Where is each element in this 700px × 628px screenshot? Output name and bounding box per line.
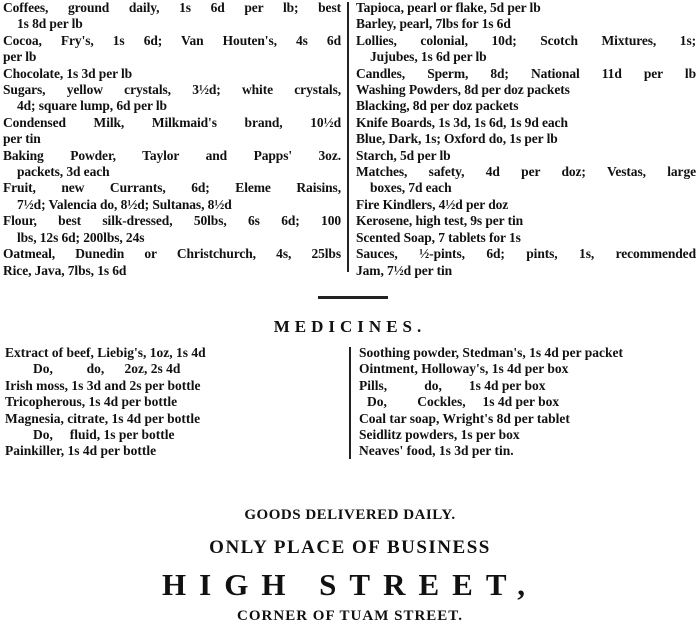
item-continuation: 1s 8d per lb	[17, 16, 83, 32]
item-line: Coffees, ground daily, 1s 6d per lb; best	[3, 0, 341, 15]
list-item	[3, 115, 341, 148]
list-item	[356, 213, 696, 229]
price-list-right-column	[356, 0, 696, 279]
section-divider	[318, 296, 388, 299]
list-item	[3, 82, 341, 115]
list-item: Soothing powder, Stedman's, 1s 4d per packet	[359, 345, 624, 360]
item-line: Rice, Java, 7lbs, 1s 6d	[3, 262, 127, 278]
list-item: Extract of beef, Liebig's, 1oz, 1s 4d	[5, 345, 206, 360]
list-item	[3, 263, 341, 279]
list-item: Do, Cockles, 1s 4d per box	[367, 394, 560, 410]
list-item: Do, do, 2oz, 2s 4d	[33, 361, 181, 377]
item-line: Sugars, yellow crystals, 3½d; white crystals,	[3, 82, 341, 98]
item-line: Sauces, ½-pints, 6d; pints, 1s, recommended	[356, 246, 696, 262]
high-street-heading: HIGH STREET,	[162, 567, 538, 602]
item-line: Oatmeal, Dunedin or Christchurch, 4s, 25lbs	[3, 246, 341, 262]
list-item	[3, 180, 341, 213]
medicines-right-column	[359, 345, 699, 460]
list-item	[356, 0, 696, 16]
list-item: Ointment, Holloway's, 1s 4d per box	[359, 361, 569, 377]
list-item	[356, 33, 696, 66]
list-item: Painkiller, 1s 4d per bottle	[5, 443, 157, 459]
list-item	[3, 246, 341, 262]
list-item	[3, 148, 341, 181]
list-item: Do, fluid, 1s per bottle	[33, 427, 175, 443]
list-item: Pills, do, 1s 4d per box	[359, 377, 546, 393]
list-item: Tricopherous, 1s 4d per bottle	[5, 394, 178, 410]
item-line: Kerosene, high test, 9s per tin	[356, 213, 524, 229]
item-continuation: 4d; square lump, 6d per lb	[17, 98, 167, 114]
list-item	[3, 66, 341, 82]
list-item: Irish moss, 1s 3d and 2s per bottle	[5, 377, 201, 393]
list-item: Magnesia, citrate, 1s 4d per bottle	[5, 410, 201, 426]
list-item	[356, 66, 696, 82]
item-line: Starch, 5d per lb	[356, 147, 451, 163]
item-continuation: packets, 3d each	[17, 164, 110, 180]
item-line: Lollies, colonial, 10d; Scotch Mixtures, 1s;	[356, 32, 696, 48]
item-line: Blacking, 8d per doz packets	[356, 98, 519, 114]
list-item	[3, 213, 341, 246]
list-item	[356, 197, 696, 213]
item-line: Matches, safety, 4d per doz; Vestas, large	[356, 164, 696, 180]
list-item	[356, 164, 696, 197]
item-line: Blue, Dark, 1s; Oxford do, 1s per lb	[356, 131, 558, 147]
list-item	[356, 98, 696, 114]
item-continuation: lbs, 12s 6d; 200lbs, 24s	[17, 229, 145, 245]
corner-line: CORNER OF TUAM STREET.	[237, 608, 463, 624]
only-place-line: ONLY PLACE OF BUSINESS	[209, 537, 491, 558]
item-continuation: boxes, 7d each	[370, 180, 452, 196]
column-divider	[347, 2, 349, 272]
item-line: Barley, pearl, 7lbs for 1s 6d	[356, 16, 511, 32]
item-line: Flour, best silk-dressed, 50lbs, 6s 6d; 100	[3, 213, 341, 229]
list-item	[3, 33, 341, 66]
item-line: Washing Powders, 8d per doz packets	[356, 82, 570, 98]
list-item: Neaves' food, 1s 3d per tin.	[359, 443, 514, 459]
item-line: Fruit, new Currants, 6d; Eleme Raisins,	[3, 180, 341, 196]
list-item	[356, 131, 696, 147]
item-continuation: per lb	[3, 49, 37, 65]
list-item	[356, 148, 696, 164]
item-continuation: Jujubes, 1s 6d per lb	[370, 49, 487, 65]
list-item	[356, 246, 696, 262]
list-item	[356, 230, 696, 246]
list-item	[3, 0, 341, 33]
list-item	[356, 16, 696, 32]
column-divider	[349, 347, 351, 459]
item-line: Knife Boards, 1s 3d, 1s 6d, 1s 9d each	[356, 114, 568, 130]
list-item: Coal tar soap, Wright's 8d per tablet	[359, 410, 570, 426]
item-line: Condensed Milk, Milkmaid's brand, 10½d	[3, 114, 341, 130]
section-title: MEDICINES.	[273, 317, 427, 336]
item-line: Cocoa, Fry's, 1s 6d; Van Houten's, 4s 6d	[3, 32, 341, 48]
medicines-left-column	[5, 345, 340, 460]
item-line: Chocolate, 1s 3d per lb	[3, 65, 133, 81]
list-item	[356, 115, 696, 131]
price-list-left-column	[3, 0, 341, 279]
item-line: Fire Kindlers, 4½d per doz	[356, 196, 509, 212]
medicines-list	[0, 345, 700, 463]
item-line: Candles, Sperm, 8d; National 11d per lb	[356, 65, 696, 81]
item-line: Baking Powder, Taylor and Papps' 3oz.	[3, 147, 341, 163]
list-item	[356, 263, 696, 279]
item-line: Tapioca, pearl or flake, 5d per lb	[356, 0, 541, 15]
item-line: Scented Soap, 7 tablets for 1s	[356, 229, 521, 245]
price-list	[0, 0, 700, 278]
item-line: Jam, 7½d per tin	[356, 262, 453, 278]
goods-delivered-line: GOODS DELIVERED DAILY.	[244, 507, 456, 523]
list-item	[356, 82, 696, 98]
item-continuation: 7½d; Valencia do, 8½d; Sultanas, 8½d	[17, 196, 232, 212]
item-continuation: per tin	[3, 131, 41, 147]
list-item: Seidlitz powders, 1s per box	[359, 427, 520, 443]
